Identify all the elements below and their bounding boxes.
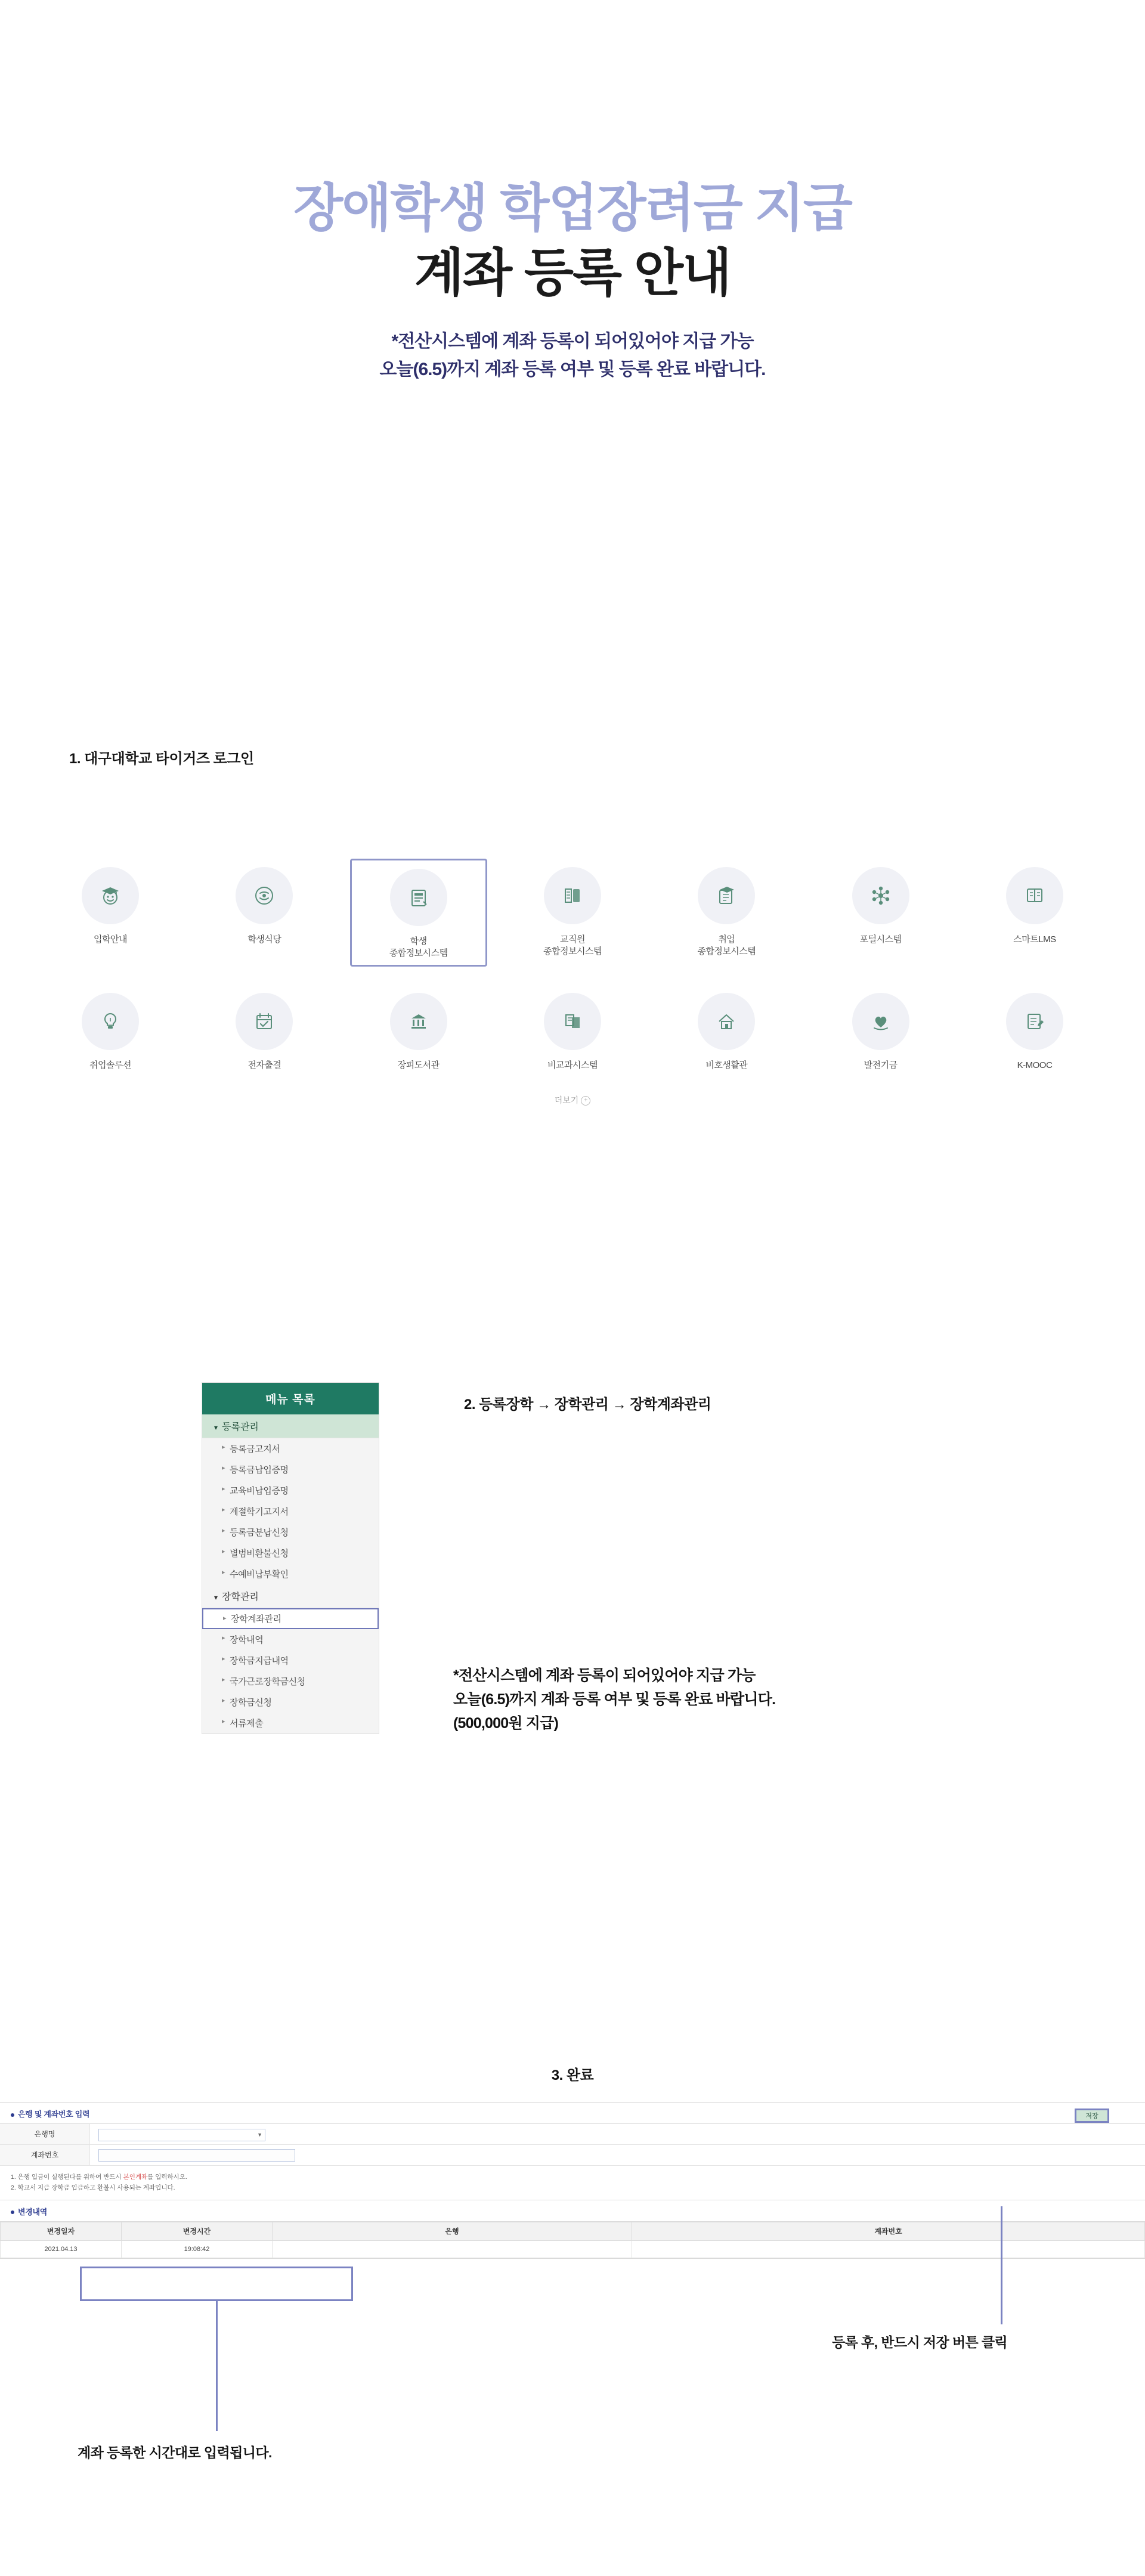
- portal-item-label-line2: 종합정보시스템: [697, 946, 756, 957]
- menu-item-scholarship-payment-history[interactable]: [202, 1650, 379, 1671]
- page-subtitle-line2: 오늘(6.5)까지 계좌 등록 여부 및 등록 완료 바랍니다.: [379, 359, 766, 379]
- chat-icon: [236, 867, 293, 924]
- portal-item-dormitory[interactable]: [658, 984, 795, 1076]
- menu-item-tuition-bill[interactable]: [202, 1438, 379, 1459]
- menu-item-scholarship-account[interactable]: [202, 1608, 379, 1629]
- chevron-down-icon: ▾: [214, 1423, 218, 1432]
- portal-item-library[interactable]: [350, 984, 487, 1076]
- menu-item-label: 등록금분납신청: [230, 1528, 289, 1538]
- chevron-right-icon: ▸: [222, 1697, 225, 1704]
- history-table-header-row: [1, 2222, 1145, 2240]
- menu-item-installment-request[interactable]: [202, 1522, 379, 1543]
- menu-item-payment-confirm[interactable]: [202, 1563, 379, 1584]
- heart-hand-icon: [852, 993, 909, 1050]
- portal-item-label: 전자출결: [247, 1060, 281, 1070]
- portal-row-2: [42, 984, 1103, 1076]
- step1-label: 1. 대구대학교 타이거즈 로그인: [69, 751, 254, 767]
- chevron-right-icon: ▸: [222, 1527, 225, 1534]
- save-button[interactable]: [1075, 2109, 1109, 2123]
- portal-item-label: [389, 936, 448, 960]
- pencil-note-icon: [1006, 993, 1063, 1050]
- menu-item-label: 수예비납부확인: [230, 1569, 289, 1580]
- chevron-right-icon: ▸: [222, 1485, 225, 1493]
- table-row[interactable]: [1, 2240, 1145, 2258]
- history-cell-account: [632, 2240, 1145, 2258]
- portal-item-label: [697, 934, 756, 958]
- chevron-right-icon: ▸: [223, 1615, 227, 1622]
- note-block: [453, 1664, 775, 1735]
- portal-item-attendance[interactable]: [196, 984, 333, 1076]
- save-button-label: 저장: [1085, 2113, 1098, 2120]
- step2-label: 2. 등록장학 → 장학관리 → 장학계좌관리: [464, 1397, 711, 1413]
- note-line2: 오늘(6.5)까지 계좌 등록 여부 및 등록 완료 바랍니다.: [453, 1691, 776, 1708]
- menu-item-label: 장학금신청: [230, 1698, 272, 1708]
- document-icon: [390, 869, 447, 926]
- portal-item-label: 스마트LMS: [1013, 934, 1056, 945]
- portal-item-label: 입학안내: [94, 934, 127, 945]
- page-header: [0, 179, 1145, 383]
- portal-more-label: 더보기: [554, 1095, 579, 1105]
- menu-item-label: 계절학기고지서: [230, 1507, 289, 1517]
- portal-item-label: 취업솔루션: [89, 1060, 131, 1070]
- callout-save: 등록 후, 반드시 저장 버튼 클릭: [832, 2334, 1008, 2350]
- account-guide-line2: 2. 학교서 지급 장학금 입금하고 환불시 사용되는 계좌입니다.: [11, 2184, 175, 2192]
- history-section-title-label: 변경내역: [18, 2207, 48, 2216]
- menu-item-label: 장학계좌관리: [231, 1614, 281, 1624]
- history-table: [0, 2222, 1145, 2258]
- account-number-input[interactable]: [98, 2149, 295, 2162]
- home-icon: [698, 993, 755, 1050]
- history-cell-date: 2021.04.13: [1, 2240, 122, 2258]
- portal-item-label-line2: 종합정보시스템: [389, 948, 448, 959]
- bank-name-select[interactable]: [98, 2129, 265, 2141]
- guide-line1-suffix: 를 입력하시오.: [147, 2174, 187, 2181]
- history-col-date: 변경일자: [1, 2222, 122, 2240]
- page-title-line1: 장애학생 학업장려금 지급: [293, 179, 852, 237]
- menu-group-registration[interactable]: [202, 1414, 379, 1438]
- portal-item-label: 비교과시스템: [547, 1060, 598, 1070]
- menu-item-education-fee-cert[interactable]: [202, 1480, 379, 1501]
- save-connector-line: [1001, 2206, 1002, 2324]
- books-icon: [544, 867, 601, 924]
- chevron-right-icon: ▸: [222, 1655, 225, 1662]
- portal-item-cafeteria[interactable]: [196, 859, 333, 967]
- plus-icon: +: [581, 1096, 590, 1106]
- chevron-down-icon: ▼: [257, 2132, 262, 2138]
- portal-item-label: 발전기금: [864, 1060, 898, 1070]
- history-section-title: [0, 2200, 1145, 2222]
- portal-item-admission[interactable]: [42, 859, 179, 967]
- history-col-time: 변경시간: [122, 2222, 273, 2240]
- step3-label: 3. 완료: [551, 2067, 594, 2083]
- account-registration-screen: [0, 2102, 1145, 2259]
- menu-group-scholarship[interactable]: [202, 1584, 379, 1608]
- calendar-check-icon: [236, 993, 293, 1050]
- history-col-account: 계좌번호: [632, 2222, 1145, 2240]
- time-connector-line: [216, 2301, 218, 2431]
- menu-item-label: 장학내역: [230, 1635, 264, 1645]
- portal-item-extracurricular[interactable]: [504, 984, 641, 1076]
- menu-panel: [202, 1382, 379, 1734]
- account-section-title: [0, 2103, 1145, 2124]
- portal-item-k-mooc[interactable]: [966, 984, 1103, 1076]
- portal-icon-grid: [42, 859, 1103, 1106]
- portal-item-career-solution[interactable]: [42, 984, 179, 1076]
- cap-icon: [698, 867, 755, 924]
- portal-item-development-fund[interactable]: [812, 984, 949, 1076]
- account-guide-text: [0, 2166, 1145, 2200]
- bulb-icon: [82, 993, 139, 1050]
- menu-item-label: 장학금지급내역: [230, 1656, 289, 1666]
- guide-line1-emphasis: 본인계좌: [123, 2174, 148, 2181]
- menu-item-national-work-study[interactable]: [202, 1671, 379, 1692]
- portal-item-smart-lms[interactable]: [966, 859, 1103, 967]
- menu-item-seasonal-bill[interactable]: [202, 1501, 379, 1522]
- chevron-right-icon: ▸: [222, 1569, 225, 1576]
- note-line1: *전산시스템에 계좌 등록이 되어있어야 지급 가능: [453, 1667, 756, 1684]
- menu-item-label: 서류제출: [230, 1719, 264, 1729]
- chevron-right-icon: ▸: [222, 1506, 225, 1513]
- menu-group-label: 등록관리: [222, 1422, 259, 1432]
- graduate-icon: [82, 867, 139, 924]
- portal-item-label: 비호생활관: [705, 1060, 748, 1070]
- portal-item-label-line2: 종합정보시스템: [543, 946, 602, 957]
- chevron-right-icon: ▸: [222, 1676, 225, 1683]
- chevron-right-icon: ▸: [222, 1548, 225, 1555]
- portal-item-faculty-system[interactable]: [504, 859, 641, 967]
- account-number-label: 계좌번호: [0, 2145, 90, 2165]
- page-title-line2: 계좌 등록 안내: [414, 244, 731, 302]
- menu-item-label: 별범비환불신청: [230, 1549, 289, 1559]
- bank-name-label: 은행명: [0, 2124, 90, 2144]
- account-guide-line1: [11, 2172, 1145, 2182]
- menu-item-label: 교육비납입증명: [230, 1486, 289, 1496]
- page-subtitle-line1: *전산시스템에 계좌 등록이 되어있어야 지급 가능: [391, 332, 754, 352]
- menu-item-scholarship-apply[interactable]: [202, 1692, 379, 1713]
- library-icon: [390, 993, 447, 1050]
- page-subtitle: [0, 328, 1145, 383]
- bullet-icon: [11, 2113, 14, 2117]
- portal-item-label-line1: 취업: [718, 934, 735, 945]
- menu-item-scholarship-history[interactable]: [202, 1629, 379, 1650]
- portal-item-label: 포털시스템: [859, 934, 902, 945]
- history-cell-bank: [273, 2240, 632, 2258]
- portal-row-1: [42, 859, 1103, 967]
- callout-time: 계좌 등록한 시간대로 입력됩니다.: [78, 2445, 272, 2460]
- menu-group-label: 장학관리: [222, 1592, 259, 1602]
- chevron-right-icon: ▸: [222, 1634, 225, 1642]
- menu-item-label: 국가근로장학금신청: [230, 1677, 305, 1687]
- menu-item-label: 등록금납입증명: [230, 1465, 289, 1475]
- chevron-right-icon: ▸: [222, 1444, 225, 1451]
- guide-line1-prefix: 1. 은행 입금이 실행된다를 위하여 반드시: [11, 2174, 123, 2181]
- portal-item-label-line1: 교직원: [559, 934, 585, 945]
- network-icon: [852, 867, 909, 924]
- portal-item-label: [543, 934, 602, 958]
- portal-item-label-line1: 학생: [410, 936, 427, 946]
- menu-item-label: 등록금고지서: [230, 1444, 280, 1454]
- history-col-bank: 은행: [273, 2222, 632, 2240]
- board-icon: [1006, 867, 1063, 924]
- menu-panel-title: 메뉴 목록: [202, 1383, 379, 1414]
- history-row-highlight: [80, 2267, 353, 2301]
- menu-item-document-submit[interactable]: [202, 1713, 379, 1733]
- layers-icon: [544, 993, 601, 1050]
- menu-item-refund-request[interactable]: [202, 1543, 379, 1563]
- portal-item-student-system[interactable]: [350, 859, 487, 967]
- portal-item-career-system[interactable]: [658, 859, 795, 967]
- account-section-title-label: 은행 및 계좌번호 입력: [18, 2110, 90, 2119]
- account-number-row: [0, 2145, 1145, 2166]
- chevron-down-icon: ▾: [214, 1593, 218, 1602]
- history-cell-time: 19:08:42: [122, 2240, 273, 2258]
- chevron-right-icon: ▸: [222, 1465, 225, 1472]
- menu-item-tuition-payment-cert[interactable]: [202, 1459, 379, 1480]
- portal-item-label: 학생식당: [247, 934, 281, 945]
- bank-name-row: [0, 2124, 1145, 2145]
- note-line3: (500,000원 지급): [453, 1715, 559, 1732]
- bullet-icon: [11, 2210, 14, 2214]
- portal-more-button[interactable]: [42, 1094, 1103, 1106]
- portal-item-label: 장피도서관: [397, 1060, 440, 1070]
- portal-item-portal-system[interactable]: [812, 859, 949, 967]
- chevron-right-icon: ▸: [222, 1718, 225, 1725]
- portal-item-label: K-MOOC: [1017, 1060, 1053, 1070]
